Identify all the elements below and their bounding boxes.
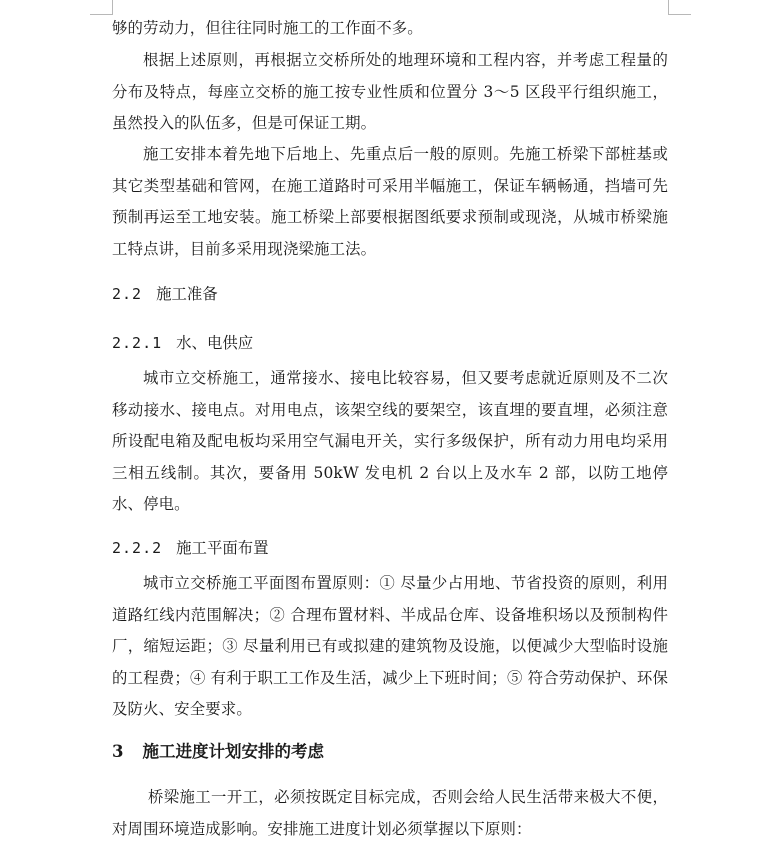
section-title: 水、电供应 bbox=[176, 334, 254, 352]
section-heading-2-2-2 bbox=[112, 536, 269, 560]
section-heading-2-2 bbox=[112, 282, 218, 306]
paragraph-text: 城市立交桥施工平面图布置原则：① 尽量少占用地、节省投资的原则，利用道路红线内范围解决；② 合理布置材料、半成品仓库、设备堆积场以及预制构件厂，缩短运距；③ 尽量利用已有或拟建的建筑物及设施，以便减少大型临时设施的工程费；④ 有利于职工工作及生活，减少上下班时间；⑤ 符合劳动保护、环保及防火、安全要求。 bbox=[112, 574, 668, 718]
paragraph-text: 够的劳动力，但往往同时施工的工作面不多。 bbox=[112, 19, 423, 37]
paragraph-schedule-principles bbox=[112, 782, 668, 845]
crop-mark-right bbox=[668, 0, 691, 15]
section-title: 施工平面布置 bbox=[176, 539, 269, 557]
paragraph-text: 施工安排本着先地下后地上、先重点后一般的原则。先施工桥梁下部桩基或其它类型基础和管网，在施工道路时可采用半幅施工，保证车辆畅通，挡墙可先预制再运至工地安装。施工桥梁上部要根据图纸要求预制或现浇，从城市桥梁施工特点讲，目前多采用现浇梁施工法。 bbox=[112, 145, 668, 258]
section-number: 3 bbox=[112, 742, 125, 761]
paragraph-water-power bbox=[112, 363, 668, 521]
paragraph-text: 城市立交桥施工，通常接水、接电比较容易，但又要考虑就近原则及不二次移动接水、接电点。对用电点，该架空线的要架空，该直埋的要直埋，必须注意所设配电箱及配电板均采用空气漏电开关，实行多级保护，所有动力用电均采用三相五线制。其次，要备用 50kW 发电机 2 台以上及水车 2 部，以防工地停水、停电。 bbox=[112, 369, 668, 513]
paragraph-continuation bbox=[112, 13, 668, 45]
paragraph-text: 根据上述原则，再根据立交桥所处的地理环境和工程内容，并考虑工程量的分布及特点，每座立交桥的施工按专业性质和位置分 3～5 区段平行组织施工，虽然投入的队伍多，但是可保证工期。 bbox=[112, 51, 668, 132]
paragraph-text: 桥梁施工一开工，必须按既定目标完成，否则会给人民生活带来极大不便，对周围环境造成影响。安排施工进度计划必须掌握以下原则： bbox=[112, 788, 668, 838]
paragraph-site-layout bbox=[112, 568, 668, 726]
section-heading-3 bbox=[112, 740, 324, 764]
section-number: 2.2.1 bbox=[112, 334, 163, 352]
crop-mark-left bbox=[90, 0, 113, 15]
section-heading-2-2-1 bbox=[112, 331, 253, 355]
section-title: 施工准备 bbox=[156, 285, 218, 303]
paragraph-construction-order bbox=[112, 139, 668, 265]
section-number: 2.2.2 bbox=[112, 539, 163, 557]
paragraph-division-principle bbox=[112, 45, 668, 140]
section-number: 2.2 bbox=[112, 285, 143, 303]
section-title: 施工进度计划安排的考虑 bbox=[142, 742, 324, 761]
